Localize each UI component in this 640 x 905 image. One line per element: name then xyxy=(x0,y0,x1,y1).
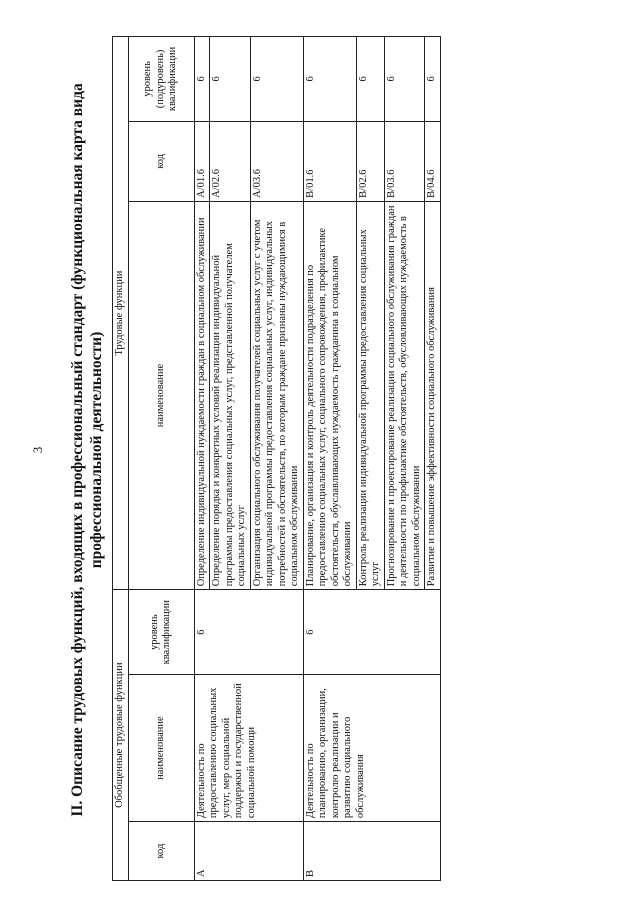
function-code: A/01.6 xyxy=(194,121,210,201)
function-code: B/01.6 xyxy=(303,121,356,201)
function-level: 6 xyxy=(356,37,384,122)
function-name: Развитие и повышение эффективности социального обслуживания xyxy=(425,201,441,589)
group-level: 6 xyxy=(303,590,440,675)
functional-map-table xyxy=(112,36,441,881)
function-name: Контроль реализации индивидуальной программы предоставления социальных услуг xyxy=(356,201,384,589)
header-labor: Трудовые функции xyxy=(113,37,129,590)
page-title xyxy=(68,55,106,845)
function-level: 6 xyxy=(210,37,251,122)
function-code: B/02.6 xyxy=(356,121,384,201)
function-code: A/03.6 xyxy=(250,121,303,201)
header-level-generalized: уровень квалификации xyxy=(128,590,194,675)
header-level-labor: уровень (подуровень) квалификации xyxy=(128,37,194,122)
header-name-labor: наименование xyxy=(128,201,194,589)
function-name: Организация социального обслуживания получателей социальных услуг с учетом индивидуальной программы предоставления социальных услуг, индивидуальных потребностей и обстоятельств, по которым граждане признаны нуждающимися в социальном обслуживании xyxy=(250,201,303,589)
function-name: Планирование, организация и контроль деятельности подразделения по предоставлению социальных услуг, социального сопровождения, профилактике обстоятельств, обуславливающих нуждаемость гражданина в социальном обслуживании xyxy=(303,201,356,589)
function-level: 6 xyxy=(194,37,210,122)
function-name: Определение порядка и конкретных условий реализации индивидуальной программы предоставления социальных услуг, представленной получателем социальных услуг xyxy=(210,201,251,589)
header-generalized: Обобщенные трудовые функции xyxy=(113,590,129,881)
table-row xyxy=(303,37,356,881)
header-row-2 xyxy=(128,37,194,881)
function-code: A/02.6 xyxy=(210,121,251,201)
group-code: A xyxy=(194,822,303,881)
group-code: B xyxy=(303,822,440,881)
table-row xyxy=(194,37,210,881)
function-code: B/03.6 xyxy=(384,121,425,201)
function-level: 6 xyxy=(425,37,441,122)
header-name: наименование xyxy=(128,675,194,822)
header-row-1 xyxy=(113,37,129,881)
function-name: Прогнозирование и проектирование реализации социального обслуживания граждан и деятельности по профилактике обстоятельств, обусловливающих нуждаемость в социальном обслуживании xyxy=(384,201,425,589)
function-level: 6 xyxy=(384,37,425,122)
group-name: Деятельность по предоставлению социальных услуг, мер социальной поддержки и государственной социальной помощи xyxy=(194,675,303,822)
group-level: 6 xyxy=(194,590,303,675)
function-code: B/04.6 xyxy=(425,121,441,201)
page-number: 3 xyxy=(30,446,45,454)
header-code-labor: код xyxy=(128,121,194,201)
title-line-1: II. Описание трудовых функций, входящих в профессиональный стандарт (функциональная карта вида xyxy=(69,83,86,817)
header-code: код xyxy=(128,822,194,881)
function-name: Определение индивидуальной нуждаемости граждан в социальном обслуживании xyxy=(194,201,210,589)
title-line-2: профессиональной деятельности) xyxy=(88,331,105,569)
function-level: 6 xyxy=(303,37,356,122)
group-name: Деятельность по планированию, организации, контролю реализации и развитию социального обслуживания xyxy=(303,675,440,822)
function-level: 6 xyxy=(250,37,303,122)
